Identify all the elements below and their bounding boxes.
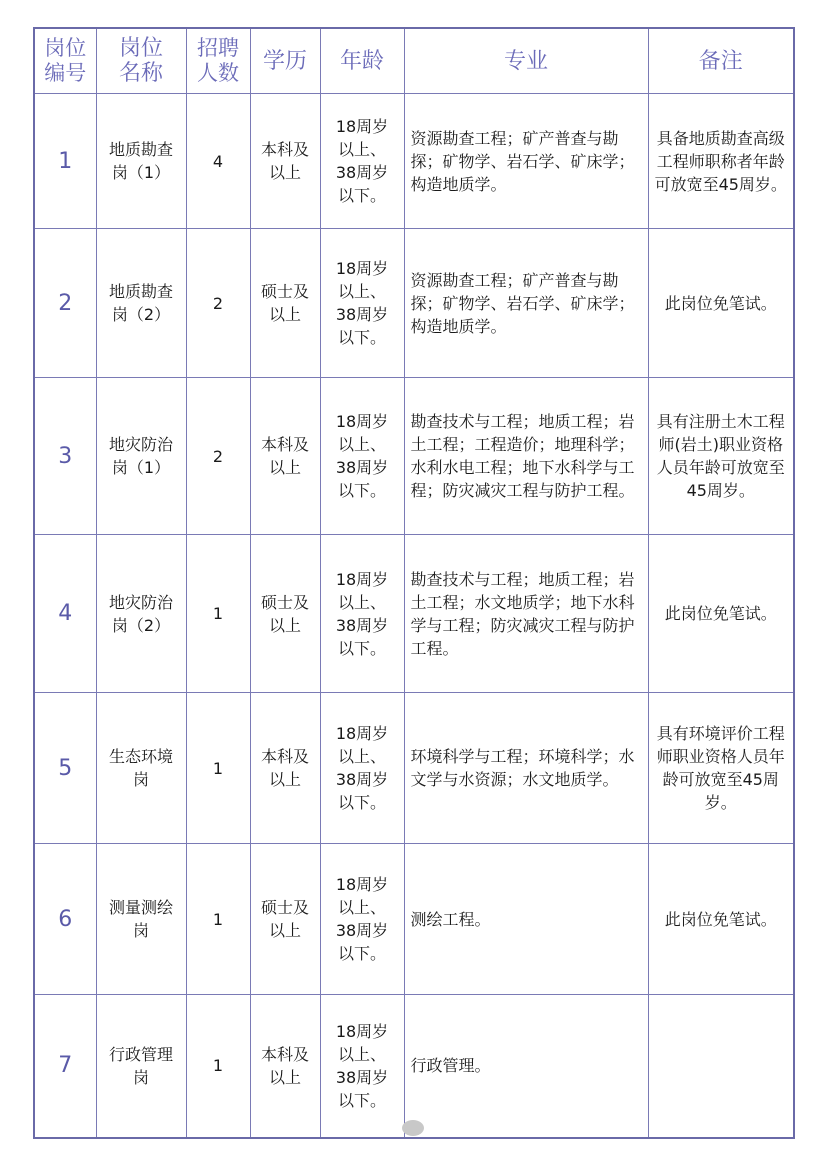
row-edu: 本科及 以上 <box>250 693 320 844</box>
table-row <box>34 229 794 378</box>
row-age: 18周岁 以上、 38周岁 以下。 <box>320 844 404 995</box>
row-count: 1 <box>186 995 250 1138</box>
row-age: 18周岁 以上、 38周岁 以下。 <box>320 995 404 1138</box>
row-edu: 硕士及 以上 <box>250 229 320 378</box>
row-note: 此岗位免笔试。 <box>648 535 794 693</box>
row-id: 7 <box>34 995 96 1138</box>
row-edu: 硕士及 以上 <box>250 844 320 995</box>
row-edu: 本科及 以上 <box>250 378 320 535</box>
row-major: 测绘工程。 <box>404 844 648 995</box>
row-count: 1 <box>186 693 250 844</box>
table-header-row <box>34 28 794 94</box>
table-row <box>34 378 794 535</box>
row-id: 5 <box>34 693 96 844</box>
row-age: 18周岁 以上、 38周岁 以下。 <box>320 229 404 378</box>
row-note: 此岗位免笔试。 <box>648 229 794 378</box>
row-count: 1 <box>186 844 250 995</box>
header-note: 备注 <box>648 28 794 94</box>
row-id: 6 <box>34 844 96 995</box>
row-count: 4 <box>186 94 250 229</box>
row-name: 地灾防治 岗（2） <box>96 535 186 693</box>
row-name: 地质勘查 岗（1） <box>96 94 186 229</box>
row-name: 测量测绘 岗 <box>96 844 186 995</box>
row-name: 地灾防治 岗（1） <box>96 378 186 535</box>
row-count: 1 <box>186 535 250 693</box>
table-row <box>34 693 794 844</box>
row-age: 18周岁 以上、 38周岁 以下。 <box>320 94 404 229</box>
wechat-icon <box>402 1120 424 1136</box>
watermark <box>402 1118 430 1136</box>
header-name: 岗位 名称 <box>96 28 186 94</box>
table-row <box>34 535 794 693</box>
row-name: 生态环境 岗 <box>96 693 186 844</box>
row-count: 2 <box>186 378 250 535</box>
row-note <box>648 995 794 1138</box>
row-name: 行政管理 岗 <box>96 995 186 1138</box>
row-note: 具备地质勘查高级工程师职称者年龄可放宽至45周岁。 <box>648 94 794 229</box>
table-row <box>34 94 794 229</box>
row-edu: 硕士及 以上 <box>250 535 320 693</box>
row-note: 此岗位免笔试。 <box>648 844 794 995</box>
row-id: 2 <box>34 229 96 378</box>
recruitment-table <box>33 27 795 1139</box>
row-major: 行政管理。 <box>404 995 648 1138</box>
row-note: 具有环境评价工程师职业资格人员年龄可放宽至45周岁。 <box>648 693 794 844</box>
row-id: 1 <box>34 94 96 229</box>
header-age: 年龄 <box>320 28 404 94</box>
row-name: 地质勘查 岗（2） <box>96 229 186 378</box>
row-id: 4 <box>34 535 96 693</box>
row-major: 勘查技术与工程；地质工程；岩土工程；工程造价；地理科学；水利水电工程；地下水科学与工程；防灾减灾工程与防护工程。 <box>404 378 648 535</box>
row-note: 具有注册土木工程师(岩土)职业资格人员年龄可放宽至45周岁。 <box>648 378 794 535</box>
row-id: 3 <box>34 378 96 535</box>
header-count: 招聘 人数 <box>186 28 250 94</box>
row-age: 18周岁 以上、 38周岁 以下。 <box>320 693 404 844</box>
row-major: 资源勘查工程；矿产普查与勘探；矿物学、岩石学、矿床学；构造地质学。 <box>404 229 648 378</box>
row-age: 18周岁 以上、 38周岁 以下。 <box>320 535 404 693</box>
header-id: 岗位 编号 <box>34 28 96 94</box>
table-row <box>34 995 794 1138</box>
row-edu: 本科及 以上 <box>250 995 320 1138</box>
row-age: 18周岁 以上、 38周岁 以下。 <box>320 378 404 535</box>
header-major: 专业 <box>404 28 648 94</box>
row-major: 勘查技术与工程；地质工程；岩土工程；水文地质学；地下水科学与工程；防灾减灾工程与防护工程。 <box>404 535 648 693</box>
row-major: 资源勘查工程；矿产普查与勘探；矿物学、岩石学、矿床学；构造地质学。 <box>404 94 648 229</box>
header-edu: 学历 <box>250 28 320 94</box>
row-count: 2 <box>186 229 250 378</box>
row-major: 环境科学与工程；环境科学；水文学与水资源；水文地质学。 <box>404 693 648 844</box>
table-row <box>34 844 794 995</box>
row-edu: 本科及 以上 <box>250 94 320 229</box>
